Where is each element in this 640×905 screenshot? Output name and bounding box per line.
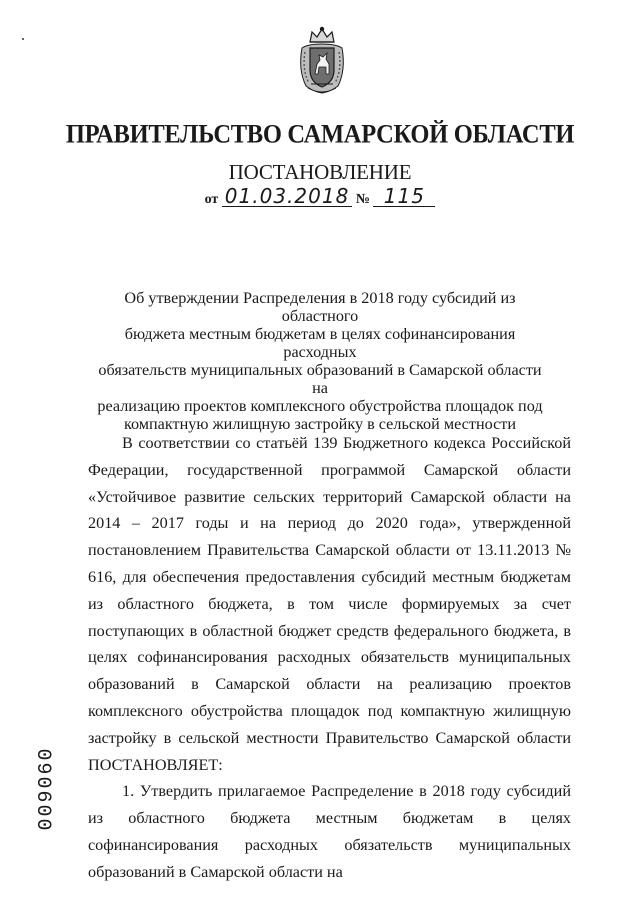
date-number-line xyxy=(0,186,640,208)
body-paragraph-preamble: В соответствии со статьёй 139 Бюджетного кодекса Российской Федерации, государственной программой Самарской области «Устойчивое развитие сельских территорий Самарской области на 2014 – 2017 годы и на период до 2020 года», утвержденной постановлением Правительства Самарской области от 13.11.2013 № 616, для обеспечения предоставления субсидий местным бюджетам из областного бюджета, в том числе формируемых за счет поступающих в областной бюджет средств федерального бюджета, в целях софинансирования расходных обязательств муниципальных образований в Самарской области на реализацию проектов комплексного обустройства площадок под компактную жилищную застройку в сельской местности Правительство Самарской области ПОСТАНОВЛЯЕТ: xyxy=(88,434,571,774)
coat-of-arms-icon xyxy=(296,26,348,94)
margin-stamp-number: 009060 xyxy=(35,746,59,831)
handwritten-number: 115 xyxy=(373,186,435,207)
handwritten-date: 01.03.2018 xyxy=(222,186,353,207)
date-prefix: от xyxy=(204,192,219,207)
subject-line: бюджета местным бюджетам в целях софинансирования расходных xyxy=(124,325,516,361)
document-subject xyxy=(92,289,548,433)
subject-line: обязательств муниципальных образований в Самарской области на xyxy=(98,361,542,397)
subject-line: компактную жилищную застройку в сельской местности xyxy=(123,415,517,433)
subject-line: реализацию проектов комплексного обустройства площадок под xyxy=(97,397,543,415)
document-type: ПОСТАНОВЛЕНИЕ xyxy=(228,160,412,184)
government-title: ПРАВИТЕЛЬСТВО САМАРСКОЙ ОБЛАСТИ xyxy=(65,119,575,150)
document-body xyxy=(88,430,571,886)
scan-speck xyxy=(22,38,24,40)
body-paragraph-item-1: 1. Утвердить прилагаемое Распределение в 2018 году субсидий из областного бюджета местным бюджетам в целях софинансирования расходных обязательств муниципальных образований в Самарской области на xyxy=(88,782,571,881)
subject-line: Об утверждении Распределения в 2018 году субсидий из областного xyxy=(124,289,516,325)
number-prefix: № xyxy=(355,192,370,207)
